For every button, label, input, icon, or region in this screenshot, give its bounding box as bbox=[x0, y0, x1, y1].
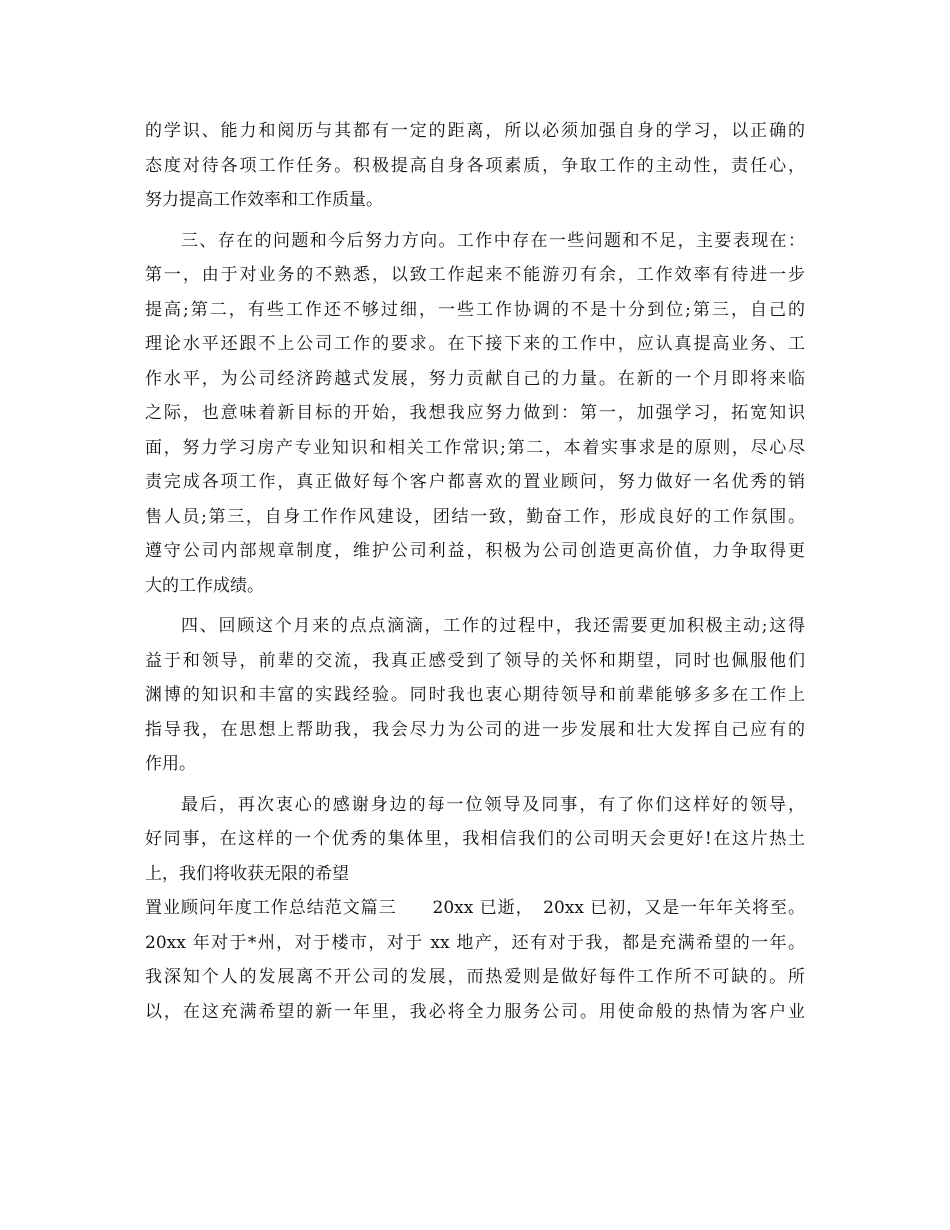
text-line: 我深知个人的发展离不开公司的发展，而热爱则是做好每件工作所不可缺的。所 bbox=[145, 967, 805, 987]
text-line: 大的工作成绩。 bbox=[145, 575, 264, 596]
text-line: 第一，由于对业务的不熟悉，以致工作起来不能游刃有余，工作效率有待进一步 bbox=[145, 265, 805, 285]
text-line: 提高;第二，有些工作还不够过细，一些工作协调的不是十分到位;第三，自己的 bbox=[145, 299, 805, 320]
text-line: 作水平，为公司经济跨越式发展，努力贡献自己的力量。在新的一个月即将来临 bbox=[145, 368, 805, 389]
text-line: 作用。 bbox=[145, 754, 196, 774]
paragraph bbox=[145, 788, 805, 892]
text-line: 面，努力学习房产专业知识和相关工作常识;第二，本着实事求是的原则，尽心尽 bbox=[145, 437, 805, 458]
text-line: 售人员;第三，自身工作作风建设，团结一致，勤奋工作，形成良好的工作氛围。 bbox=[145, 506, 805, 527]
text-line: 最后，再次衷心的感谢身边的每一位领导及同事，有了你们这样好的领导， bbox=[181, 794, 805, 815]
text-line: 以，在这充满希望的新一年里，我必将全力服务公司。用使命般的热情为客户业 bbox=[145, 1001, 805, 1022]
text-line: 努力提高工作效率和工作质量。 bbox=[145, 190, 383, 210]
text-line: 置业顾问年度工作总结范文篇三 20xx 已逝， 20xx 已初，又是一年年关将至。 bbox=[145, 898, 805, 918]
text-line: 责完成各项工作，真正做好每个客户都喜欢的置业顾问，努力做好一名优秀的销 bbox=[145, 472, 805, 492]
paragraph bbox=[145, 891, 805, 1029]
text-line: 的学识、能力和阅历与其都有一定的距离，所以必须加强自身的学习，以正确的 bbox=[145, 121, 805, 141]
text-line: 益于和领导，前辈的交流，我真正感受到了领导的关怀和期望，同时也佩服他们 bbox=[145, 650, 805, 671]
text-line: 好同事，在这样的一个优秀的集体里，我相信我们的公司明天会更好!在这片热土 bbox=[145, 829, 805, 849]
text-line: 四、回顾这个月来的点点滴滴，工作的过程中，我还需要更加积极主动;这得 bbox=[181, 616, 805, 636]
text-line: 上，我们将收获无限的希望 bbox=[145, 863, 349, 884]
text-line: 指导我，在思想上帮助我，我会尽力为公司的进一步发展和壮大发挥自己应有的 bbox=[145, 719, 805, 740]
paragraph bbox=[145, 114, 805, 218]
text-line: 20xx 年对于*州，对于楼市，对于 xx 地产，还有对于我，都是充满希望的一年。 bbox=[145, 932, 805, 953]
text-line: 态度对待各项工作任务。积极提高自身各项素质，争取工作的主动性，责任心， bbox=[145, 155, 805, 176]
text-line: 渊博的知识和丰富的实践经验。同时我也衷心期待领导和前辈能够多多在工作上 bbox=[145, 685, 805, 705]
text-line: 三、存在的问题和今后努力方向。工作中存在一些问题和不足，主要表现在： bbox=[181, 230, 805, 251]
text-line: 之际，也意味着新目标的开始，我想我应努力做到：第一，加强学习，拓宽知识 bbox=[145, 403, 805, 423]
document-body bbox=[145, 114, 805, 1029]
paragraph bbox=[145, 609, 805, 782]
text-line: 理论水平还跟不上公司工作的要求。在下接下来的工作中，应认真提高业务、工 bbox=[145, 334, 805, 354]
text-line: 遵守公司内部规章制度，维护公司利益，积极为公司创造更高价值，力争取得更 bbox=[145, 541, 805, 561]
paragraph bbox=[145, 224, 805, 604]
